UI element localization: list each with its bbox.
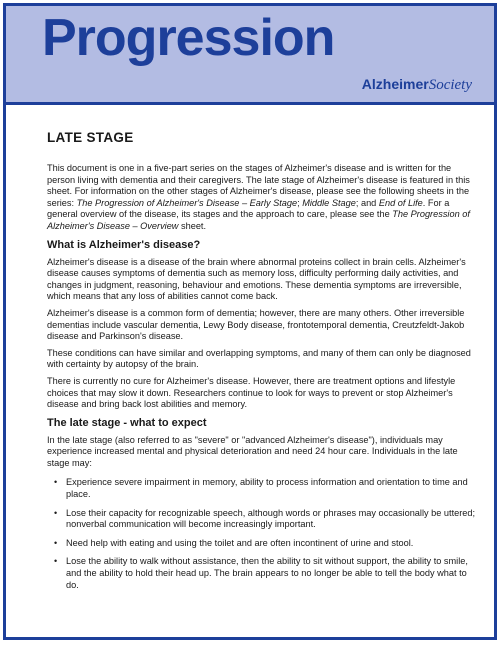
list-item-text: Need help with eating and using the toilet and are often incontinent of urine and stool.: [66, 537, 414, 548]
intro-text-2: ;: [297, 197, 303, 208]
intro-ref-middle-stage: Middle Stage: [302, 197, 356, 208]
what-is-paragraph: These conditions can have similar and overlapping symptoms, and many of them can only be diagnosed with certainty by autopsy of the brain.: [47, 347, 471, 370]
alzheimer-society-logo: [362, 77, 472, 93]
list-item: [54, 477, 478, 500]
intro-text-1: This document is one in a five-part series on the stages of Alzheimer's disease and is written for the person living with dementia and their caregivers. The late stage of Alzheimer's disease is featured in this sheet. For information on the other stages of Alzheimer's disease, please see the following sheets in the series:: [47, 163, 470, 208]
document-page: [3, 3, 497, 640]
list-item: [54, 556, 478, 591]
list-item-text: Lose their capacity for recognizable speech, although words or phrases may occasionally be uttered; nonverbal communication will become increasingly important.: [66, 507, 476, 530]
document-body: [47, 130, 478, 598]
list-item: [54, 537, 478, 550]
header-banner: [6, 6, 494, 105]
what-is-paragraph: Alzheimer's disease is a disease of the brain where abnormal proteins collect in brain cells. Alzheimer's disease causes symptoms of dementia such as memory loss, difficulty performing daily activities, and changes in judgment, reasoning, behaviour and emotions. These dementia symptoms are irreversible, which means that any loss of abilities cannot come back.: [47, 256, 466, 302]
section-heading-late-stage: The late stage - what to expect: [47, 416, 207, 429]
document-title: LATE STAGE: [47, 130, 134, 145]
logo-text-bold: Alzheimer: [361, 76, 429, 92]
bullet-icon: •: [54, 556, 58, 567]
intro-text-4: . For a general overview of the disease, its stages and the approach to care, please see the: [47, 197, 450, 220]
logo-text-italic: Society: [428, 77, 472, 93]
late-stage-intro: In the late stage (also referred to as "severe" or "advanced Alzheimer's disease"), individuals may experience increased mental and physical deterioration and need 24 hour care. Individuals in the late stage may:: [47, 434, 458, 468]
intro-text-5: sheet.: [178, 220, 207, 231]
intro-text-3: ; and: [355, 197, 379, 208]
intro-ref-early-stage: The Progression of Alzheimer's Disease – Early Stage: [76, 197, 298, 208]
series-title: Progression: [42, 9, 335, 67]
list-item: [54, 507, 478, 531]
list-item-text: Lose the ability to walk without assistance, then the ability to sit without support, the ability to smile, and the ability to hold their head up. The brain appears to no longer be able to tell the body what to do.: [66, 556, 468, 590]
what-is-paragraph: Alzheimer's disease is a common form of dementia; however, there are many others. Other irreversible dementias include vascular dementia, Lewy Body disease, frontotemporal dementia, Creutzfeldt-Jakob disease and Parkinson's disease.: [47, 307, 465, 342]
bullet-icon: •: [54, 537, 58, 548]
section-heading-what-is: What is Alzheimer's disease?: [47, 238, 201, 251]
list-item-text: Experience severe impairment in memory, ability to process information and orientation to time and place.: [66, 477, 468, 500]
intro-ref-overview: The Progression of Alzheimer's Disease – Overview: [47, 209, 470, 231]
bullet-icon: •: [54, 507, 58, 518]
bullet-icon: •: [54, 477, 58, 488]
late-stage-list: [47, 477, 478, 591]
what-is-paragraph: There is currently no cure for Alzheimer's disease. However, there are treatment options and lifestyle choices that may slow it down. Researchers continue to look for ways to prevent or stop Alzheimer's disease and bring back lost abilities and memory.: [47, 375, 456, 410]
intro-ref-end-of-life: End of Life: [378, 197, 423, 208]
intro-paragraph: [47, 163, 478, 233]
